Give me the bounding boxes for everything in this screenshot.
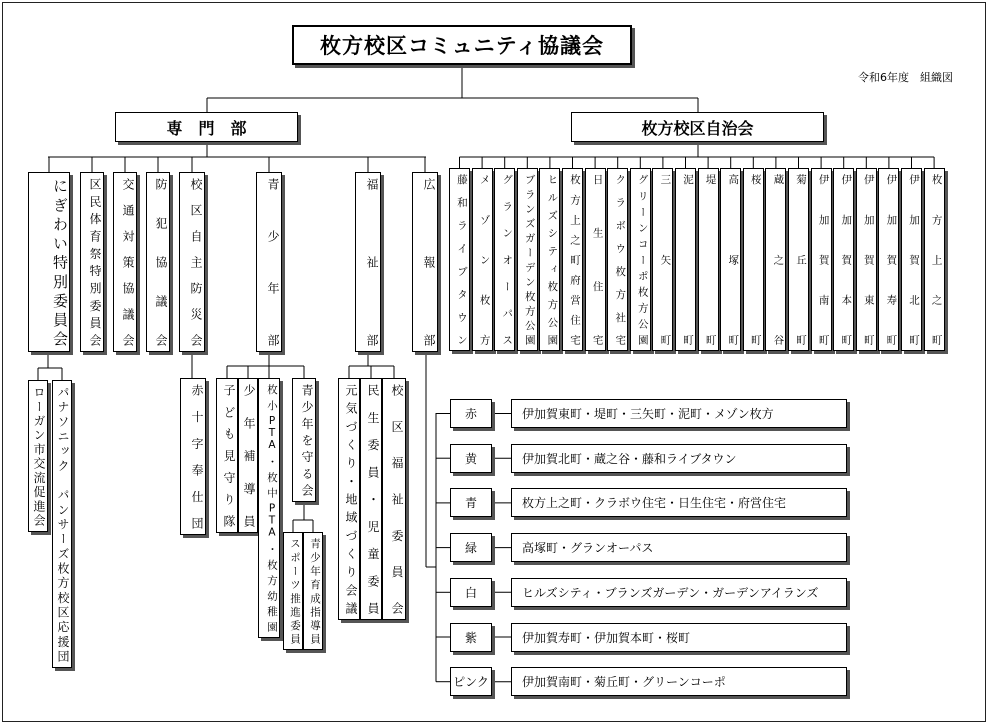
- association-member: 三矢町: [652, 168, 673, 351]
- color-group-areas: 伊加賀南町・菊丘町・グリーンコーポ: [511, 667, 847, 696]
- unit-u3: 交通対策協議会: [113, 172, 137, 352]
- unit-u5: 校区自主防災会: [179, 172, 205, 352]
- year-label: 令和6年度 組織図: [858, 71, 953, 84]
- association-member: メゾン枚方: [472, 168, 493, 351]
- association-member: クラボウ枚方社宅: [607, 168, 628, 351]
- association-member: グリーンコーポ枚方公園: [630, 168, 651, 351]
- association-member: 泥町: [675, 168, 696, 351]
- association-member: 伊加賀南町: [811, 168, 832, 351]
- sub-unit-s3: 赤十字奉仕団: [180, 378, 206, 535]
- association-member: 蔵之谷: [765, 168, 786, 351]
- unit-u8: 広報部: [412, 172, 438, 352]
- association-member: グランオーパス: [494, 168, 515, 351]
- color-group-areas: 伊加賀東町・堤町・三矢町・泥町・メゾン枚方: [511, 399, 847, 428]
- sub-unit-s9: 青少年育成指導員: [303, 532, 323, 650]
- association-member: 枚方上之町: [924, 168, 945, 351]
- color-group-label: 赤: [450, 399, 492, 428]
- unit-u6: 青少年部: [256, 172, 282, 352]
- sub-unit-s6: 枚小PTA・枚中PTA・枚方幼稚園: [258, 378, 280, 638]
- color-group-label: 白: [450, 578, 492, 607]
- association-member: 伊加賀北町: [901, 168, 922, 351]
- color-group-label: ピンク: [450, 667, 492, 696]
- unit-u1: にぎわい特別委員会: [28, 172, 70, 352]
- sub-unit-s11: 民生委員・児童委員: [360, 378, 382, 620]
- sub-unit-s2: パナソニック パンサーズ枚方校区応援団: [52, 380, 72, 668]
- association-member: 伊加賀東町: [856, 168, 877, 351]
- color-group-areas: 伊加賀寿町・伊加賀本町・桜町: [511, 623, 847, 652]
- association-member: 堤町: [698, 168, 719, 351]
- sub-unit-s10: 元気づくり・地域づくり会議: [338, 378, 360, 620]
- unit-u7: 福祉部: [355, 172, 381, 352]
- color-group-label: 黄: [450, 444, 492, 473]
- chart-title: 枚方校区コミュニティ協議会: [292, 25, 632, 65]
- sub-unit-s5: 少年補導員: [238, 378, 258, 533]
- color-group-areas: 高塚町・グランオーパス: [511, 533, 847, 562]
- specialist-division-header: 専 門 部: [115, 112, 298, 142]
- sub-unit-s8: スポーツ推進委員: [283, 532, 303, 650]
- unit-u4: 防犯協議会: [146, 172, 170, 352]
- color-group-label: 緑: [450, 533, 492, 562]
- association-member: ブランズガーデン枚方公園: [517, 168, 538, 351]
- unit-u2: 区民体育祭特別委員会: [80, 172, 104, 352]
- color-group-areas: 枚方上之町・クラボウ住宅・日生住宅・府営住宅: [511, 488, 847, 517]
- color-group-areas: ヒルズシティ・ブランズガーデン・ガーデンアイランズ: [511, 578, 847, 607]
- association-member: 桜町: [743, 168, 764, 351]
- sub-unit-s4: 子ども見守り隊: [216, 378, 238, 533]
- association-member: 藤和ライブタウン: [449, 168, 470, 351]
- association-member: 伊加賀寿町: [878, 168, 899, 351]
- neighborhood-association-header: 枚方校区自治会: [571, 112, 824, 142]
- sub-unit-s12: 校区福祉委員会: [382, 378, 406, 620]
- association-member: 高塚町: [720, 168, 741, 351]
- sub-unit-s1: ローガン市交流促進会: [28, 380, 48, 532]
- color-group-areas: 伊加賀北町・蔵之谷・藤和ライブタウン: [511, 444, 847, 473]
- color-group-label: 青: [450, 488, 492, 517]
- association-member: 伊加賀本町: [833, 168, 854, 351]
- association-member: 菊丘町: [788, 168, 809, 351]
- association-member: ヒルズシティ枚方公園: [539, 168, 560, 351]
- association-member: 日生住宅: [585, 168, 606, 351]
- association-member: 枚方上之町府営住宅: [562, 168, 583, 351]
- sub-unit-s7: 青少年を守る会: [292, 378, 316, 502]
- color-group-label: 紫: [450, 623, 492, 652]
